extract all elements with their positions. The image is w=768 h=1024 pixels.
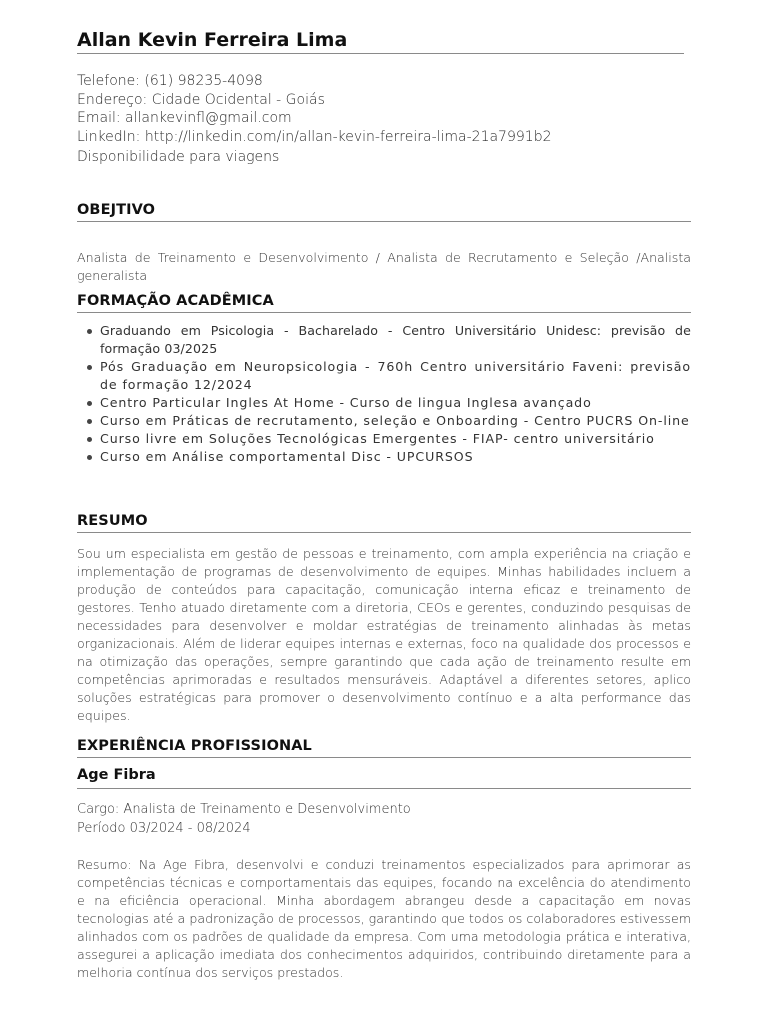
- objective-text: Analista de Treinamento e Desenvolvimento / Analista de Recrutamento e Seleção /Analista generalista: [77, 250, 691, 283]
- education-list: [77, 322, 691, 466]
- objective-heading: OBEJTIVO: [77, 201, 691, 222]
- job-period: Período 03/2024 - 08/2024: [77, 821, 251, 836]
- company-name: Age Fibra: [77, 766, 691, 789]
- education-item: Curso em Análise comportamental Disc - UPCURSOS: [77, 448, 691, 466]
- education-item: Centro Particular Ingles At Home - Curso de lingua Inglesa avançado: [77, 394, 691, 412]
- contact-address: Endereço: Cidade Ocidental - Goiás: [77, 92, 325, 109]
- contact-email: Email: allankevinfl@gmail.com: [77, 109, 292, 126]
- contact-phone: Telefone: (61) 98235-4098: [77, 73, 263, 89]
- education-heading: FORMAÇÃO ACADÊMICA: [77, 292, 691, 313]
- education-item: Graduando em Psicologia - Bacharelado - Centro Universitário Unidesc: previsão de formação 03/2025: [77, 322, 691, 358]
- job-summary: Resumo: Na Age Fibra, desenvolvi e conduzi treinamentos especializados para aprimorar as competências técnicas e comportamentais das equipes, focando na excelência do atendimento e na eficiência operacional. Minha abordagem abrangeu desde a capacitação em novas tecnologias até a padronização de processos, garantindo que todos os colaboradores estivessem alinhados com os padrões de qualidade da empresa. Com uma metodologia prática e interativa, assegurei a aplicação imediata dos conhecimentos adquiridos, contribuindo diretamente para a melhoria contínua dos serviços prestados.: [77, 857, 691, 980]
- contact-linkedin: LinkedIn: http://linkedin.com/in/allan-kevin-ferreira-lima-21a7991b2: [77, 129, 552, 146]
- education-item: Pós Graduação em Neuropsicologia - 760h Centro universitário Faveni: previsão de formação 12/2024: [77, 358, 691, 394]
- summary-heading: RESUMO: [77, 512, 691, 533]
- contact-availability: Disponibilidade para viagens: [77, 148, 280, 165]
- education-item: Curso livre em Soluções Tecnológicas Emergentes - FIAP- centro universitário: [77, 430, 691, 448]
- job-role: Cargo: Analista de Treinamento e Desenvolvimento: [77, 802, 411, 817]
- education-item: Curso em Práticas de recrutamento, seleção e Onboarding - Centro PUCRS On-line: [77, 412, 691, 430]
- candidate-name: Allan Kevin Ferreira Lima: [77, 28, 684, 54]
- experience-heading: EXPERIÊNCIA PROFISSIONAL: [77, 737, 691, 758]
- job-details: [77, 800, 691, 838]
- contact-block: [77, 72, 691, 167]
- summary-text: Sou um especialista em gestão de pessoas e treinamento, com ampla experiência na criação e implementação de programas de desenvolvimento de equipes. Minhas habilidades incluem a produção de conteúdos para capacitação, comunicação interna eficaz e treinamento de gestores. Tenho atuado diretamente com a diretoria, CEOs e gerentes, conduzindo pesquisas de necessidades para desenvolver e moldar estratégias de treinamento alinhadas às metas organizacionais. Além de liderar equipes internas e externas, foco na qualidade dos processos e na otimização das operações, sempre garantindo que cada ação de treinamento resulte em competências aprimoradas e resultados mensuráveis. Adaptável a diferentes setores, aplico soluções estratégicas para promover o desenvolvimento contínuo e a alta performance das equipes.: [77, 546, 691, 723]
